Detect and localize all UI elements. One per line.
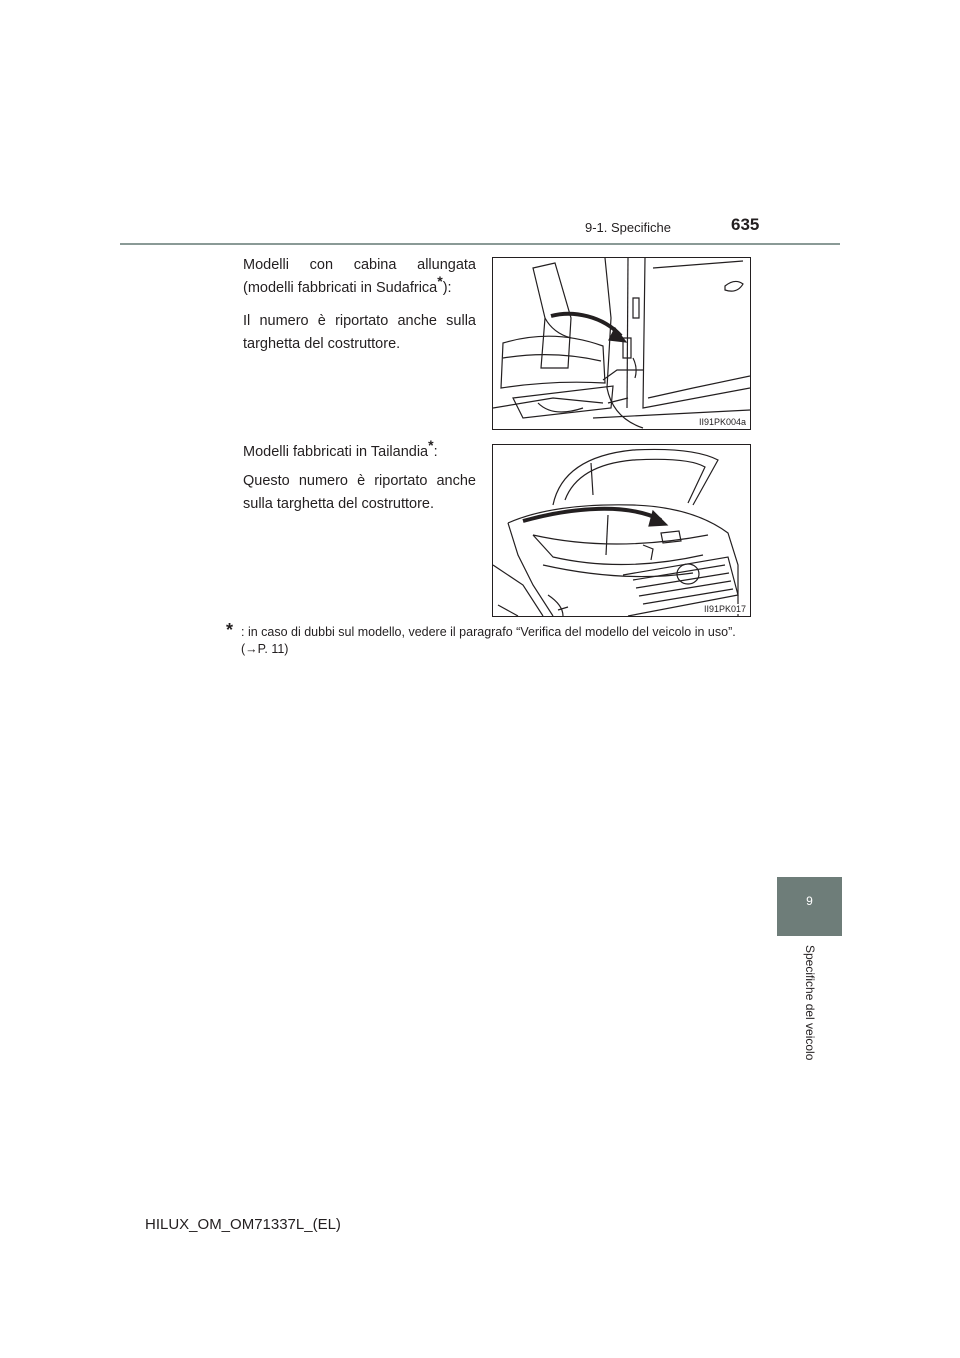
- chapter-tab[interactable]: [777, 877, 842, 936]
- text-block-extended-cab: [243, 254, 476, 366]
- heading-suffix: :: [433, 444, 438, 460]
- chapter-title-vertical: [756, 945, 866, 1075]
- engine-bay-illustration: [493, 445, 750, 616]
- header-divider: [120, 243, 840, 245]
- footnote-text: : in caso di dubbi sul modello, vedere il paragrafo “Verifica del modello del veicolo in uso”. (→P. 11): [241, 625, 736, 656]
- block-body: Questo numero è riportato anche sulla targhetta del costruttore.: [243, 473, 476, 512]
- asterisk-mark: *: [428, 437, 434, 454]
- footnote-asterisk: *: [226, 620, 234, 640]
- figure-code: II91PK004a: [698, 417, 746, 427]
- footnote: [226, 620, 766, 658]
- door-pillar-illustration: [493, 258, 750, 429]
- figure-door-pillar: [492, 257, 751, 430]
- chapter-number: 9: [806, 894, 813, 908]
- figure-engine-bay: [492, 444, 751, 617]
- figure-code: II91PK017: [703, 604, 746, 614]
- chapter-title: Specifiche del veicolo: [803, 945, 817, 1061]
- asterisk-mark: *: [437, 273, 443, 290]
- heading-text: Modelli con cabina allungata (modelli fabbricati in Sudafrica: [243, 257, 476, 296]
- page-number: 635: [731, 215, 760, 234]
- block-heading: [243, 254, 476, 300]
- section-title: 9-1. Specifiche: [585, 220, 671, 235]
- heading-suffix: ):: [442, 280, 452, 296]
- text-block-thailand: [243, 437, 476, 526]
- block-heading: [243, 437, 476, 464]
- document-code: HILUX_OM_OM71337L_(EL): [145, 1216, 341, 1233]
- block-body: Il numero è riportato anche sulla targhetta del costruttore.: [243, 313, 476, 352]
- heading-text: Modelli fabbricati in Tailandia: [243, 444, 429, 460]
